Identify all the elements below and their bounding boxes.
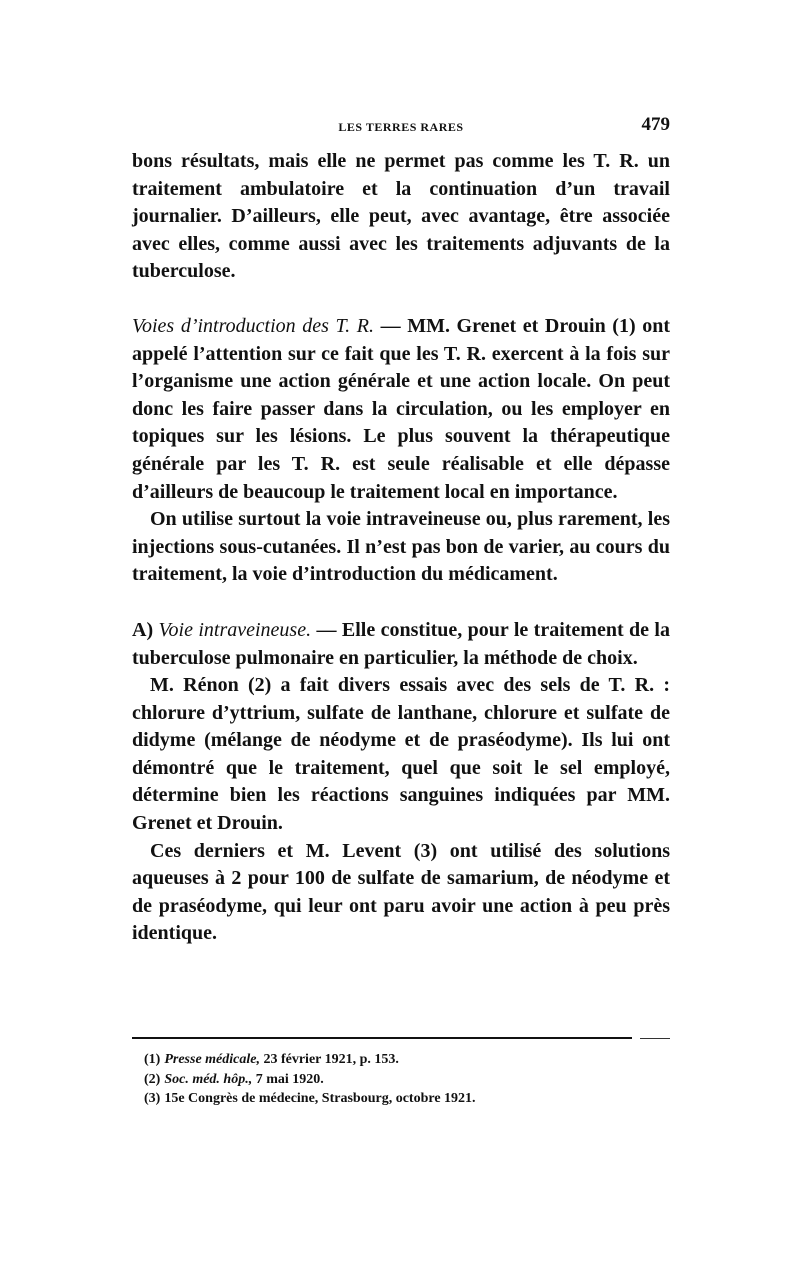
footnote-source: Presse médicale, xyxy=(164,1052,260,1067)
paragraph-renon: M. Rénon (2) a fait divers essais avec des sels de T. R. : chlorure d’yttrium, sulfate de lanthane, chlorure et sulfate de didyme (mélange de néodyme et de praséodyme). Ils lui ont démontré que le traitement, quel que soit le sel employé, détermine bien les réactions sanguines indiquées par MM. Grenet et Drouin. xyxy=(132,674,670,835)
footnote-number: (1) xyxy=(144,1052,161,1067)
paragraph-voie-intraveineuse-usage: On utilise surtout la voie intraveineuse ou, plus rarement, les injections sous-cutanées. Il n’est pas bon de varier, au cours du traitement, la voie d’introduction du médicament. xyxy=(132,508,670,586)
paragraph-section-a xyxy=(132,617,670,672)
page-number: 479 xyxy=(641,114,670,135)
running-title: LES TERRES RARES xyxy=(338,120,464,134)
paragraph-voies-text: — MM. Grenet et Drouin (1) ont appelé l’attention sur ce fait que les T. R. exercent à la fois sur l’organisme une action générale et une action locale. On peut donc les faire passer dans la circulation, ou les employer en topiques sur les lésions. Le plus souvent la thérapeutique générale par les T. R. est seule réalisable et elle dépasse d’ailleurs de beaucoup le traitement local en importance. xyxy=(132,314,671,503)
paragraph-voies-introduction xyxy=(132,313,670,506)
paragraph-continuation: bons résultats, mais elle ne permet pas comme les T. R. un traitement ambulatoire et la continuation d’un travail journalier. D’ailleurs, elle peut, avec avantage, être associée avec elles, comme aussi avec les traitements adjuvants de la tuberculose. xyxy=(132,150,670,283)
footnote-rule xyxy=(132,1037,632,1039)
section-heading-intraveineuse: Voie intraveineuse. xyxy=(158,618,312,641)
footnote-detail: 15e Congrès de médecine, Strasbourg, octobre 1921. xyxy=(164,1091,476,1106)
page-header xyxy=(132,114,670,140)
paragraph-section-a-text: — Elle constitue, pour le traitement de la tuberculose pulmonaire en particulier, la méthode de choix. xyxy=(132,618,670,669)
footnote-number: (3) xyxy=(144,1091,161,1106)
footnote-number: (2) xyxy=(144,1071,161,1087)
footnotes xyxy=(144,1050,670,1109)
footnote-2 xyxy=(144,1070,670,1090)
footnote-source: Soc. méd. hôp., xyxy=(164,1071,253,1087)
section-letter: A) xyxy=(132,618,159,641)
paragraph-levent: Ces derniers et M. Levent (3) ont utilisé des solutions aqueuses à 2 pour 100 de sulfate de samarium, de néodyme et de praséodyme, qui leur ont paru avoir une action à peu près identique. xyxy=(132,839,670,945)
footnote-rule-tail xyxy=(640,1038,670,1039)
footnote-3 xyxy=(144,1089,670,1109)
section-heading-voies: Voies d’introduction des T. R. xyxy=(132,314,374,337)
footnote-1 xyxy=(144,1050,670,1070)
footnote-detail: 7 mai 1920. xyxy=(252,1071,324,1087)
footnote-detail: 23 février 1921, p. 153. xyxy=(259,1052,399,1067)
body-text xyxy=(132,148,670,948)
